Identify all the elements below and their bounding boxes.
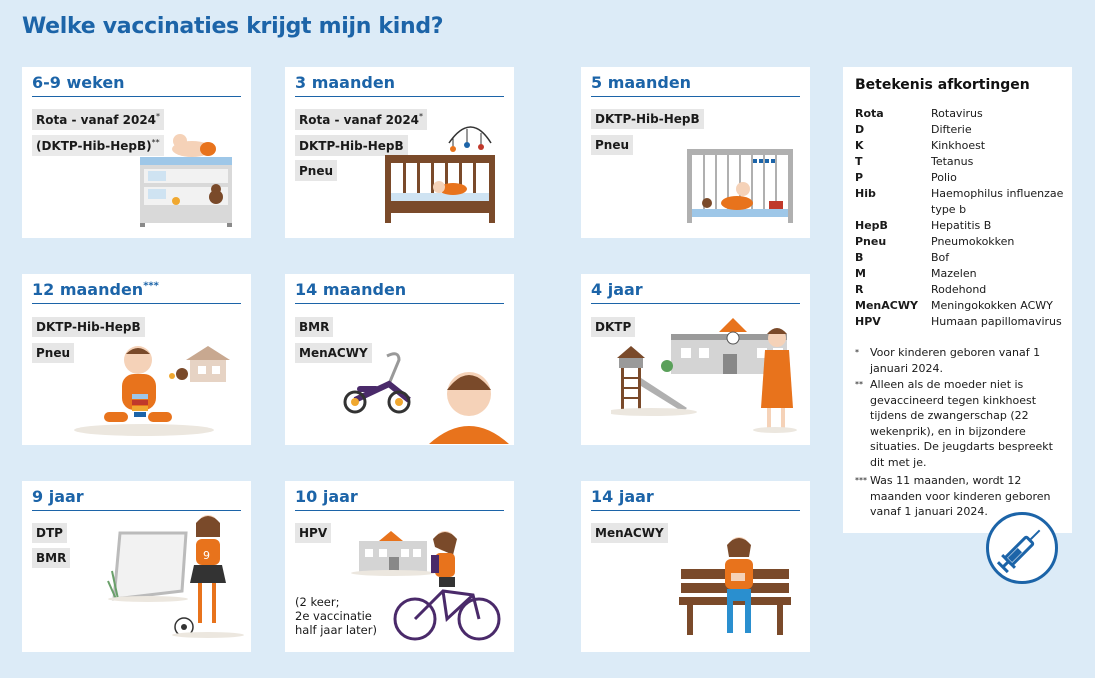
soccer-girl-illustration bbox=[98, 511, 248, 649]
vaccine-tag: MenACWY bbox=[295, 343, 372, 363]
card-header: 14 jaar bbox=[591, 487, 800, 511]
legend-row: B Bof bbox=[855, 251, 950, 264]
crib-illustration bbox=[383, 117, 499, 229]
card-header: 10 jaar bbox=[295, 487, 504, 511]
footnote: ** Alleen als de moeder niet is gevaccineerd tegen kinkhoest tijdens de zwangerschap (22 wekenprik), en in bijzondere situaties. De jeugdarts bespreekt dit met je. bbox=[855, 378, 1053, 469]
syringe-icon bbox=[986, 512, 1058, 584]
card-12-maanden bbox=[22, 274, 251, 445]
vaccine-tag: Pneu bbox=[591, 135, 633, 155]
card-14-maanden bbox=[285, 274, 514, 445]
vaccine-tag: HPV bbox=[295, 523, 331, 543]
card-header: 3 maanden bbox=[295, 73, 504, 97]
card-6-9-weken bbox=[22, 67, 251, 238]
footnote: *** Was 11 maanden, wordt 12 maanden voor kinderen geboren vanaf 1 januari 2024. bbox=[855, 474, 1051, 518]
vaccine-tag: DKTP-Hib-HepB bbox=[295, 135, 408, 156]
legend-row: HPV Humaan papillomavirus bbox=[855, 315, 1062, 328]
abbreviations-legend bbox=[843, 67, 1072, 533]
legend-row: M Mazelen bbox=[855, 267, 977, 280]
vaccine-tag: DKTP-Hib-HepB bbox=[32, 317, 145, 337]
playpen-illustration bbox=[685, 145, 797, 231]
vaccine-tag: Rota - vanaf 2024* bbox=[32, 109, 164, 130]
teen-on-bench-illustration bbox=[677, 531, 797, 641]
legend-row: HepB Hepatitis B bbox=[855, 219, 992, 232]
legend-row: Pneu Pneumokokken bbox=[855, 235, 1015, 248]
toddler-playing-illustration bbox=[74, 338, 246, 438]
page-title: Welke vaccinaties krijgt mijn kind? bbox=[22, 14, 444, 39]
card-header: 9 jaar bbox=[32, 487, 241, 511]
vaccine-tag: BMR bbox=[295, 317, 333, 337]
legend-row: MenACWY Meningokokken ACWY bbox=[855, 299, 1053, 312]
legend-row: R Rodehond bbox=[855, 283, 987, 296]
card-10-jaar bbox=[285, 481, 514, 652]
svg-text:9: 9 bbox=[203, 549, 210, 562]
vaccine-tag: Pneu bbox=[295, 160, 337, 181]
vaccine-tag: DKTP-Hib-HepB bbox=[591, 109, 704, 129]
changing-table-illustration bbox=[134, 119, 244, 229]
card-14-jaar bbox=[581, 481, 810, 652]
legend-row: K Kinkhoest bbox=[855, 139, 986, 152]
card-header: 12 maanden*** bbox=[32, 280, 241, 304]
card-5-maanden bbox=[581, 67, 810, 238]
card-3-maanden bbox=[285, 67, 514, 238]
vaccine-tag: DKTP bbox=[591, 317, 635, 337]
school-playground-illustration bbox=[611, 316, 807, 436]
card-header: 6-9 weken bbox=[32, 73, 241, 97]
card-4-jaar bbox=[581, 274, 810, 445]
vaccine-tag: Rota - vanaf 2024* bbox=[295, 109, 427, 130]
card-header: 14 maanden bbox=[295, 280, 504, 304]
legend-row: Hib Haemophilus influenzae type b bbox=[855, 187, 1064, 216]
vaccine-tag: DTP bbox=[32, 523, 67, 543]
girl-on-bicycle-illustration bbox=[349, 525, 509, 649]
footnote: * Voor kinderen geboren vanaf 1 januari 2024. bbox=[855, 346, 1041, 375]
vaccine-tag: MenACWY bbox=[591, 523, 668, 543]
dose-note: (2 keer; 2e vaccinatie half jaar later) bbox=[295, 595, 377, 637]
vaccine-tag: Pneu bbox=[32, 343, 74, 363]
card-header: 4 jaar bbox=[591, 280, 800, 304]
card-header: 5 maanden bbox=[591, 73, 800, 97]
legend-row: T Tetanus bbox=[855, 155, 974, 168]
vaccine-tag: (DKTP-Hib-HepB)** bbox=[32, 135, 164, 156]
vaccine-tag: BMR bbox=[32, 548, 70, 568]
legend-title: Betekenis afkortingen bbox=[855, 77, 1030, 93]
legend-row: Rota Rotavirus bbox=[855, 107, 983, 120]
legend-row: D Difterie bbox=[855, 123, 972, 136]
tricycle-illustration bbox=[339, 344, 509, 444]
card-9-jaar bbox=[22, 481, 251, 652]
legend-row: P Polio bbox=[855, 171, 957, 184]
